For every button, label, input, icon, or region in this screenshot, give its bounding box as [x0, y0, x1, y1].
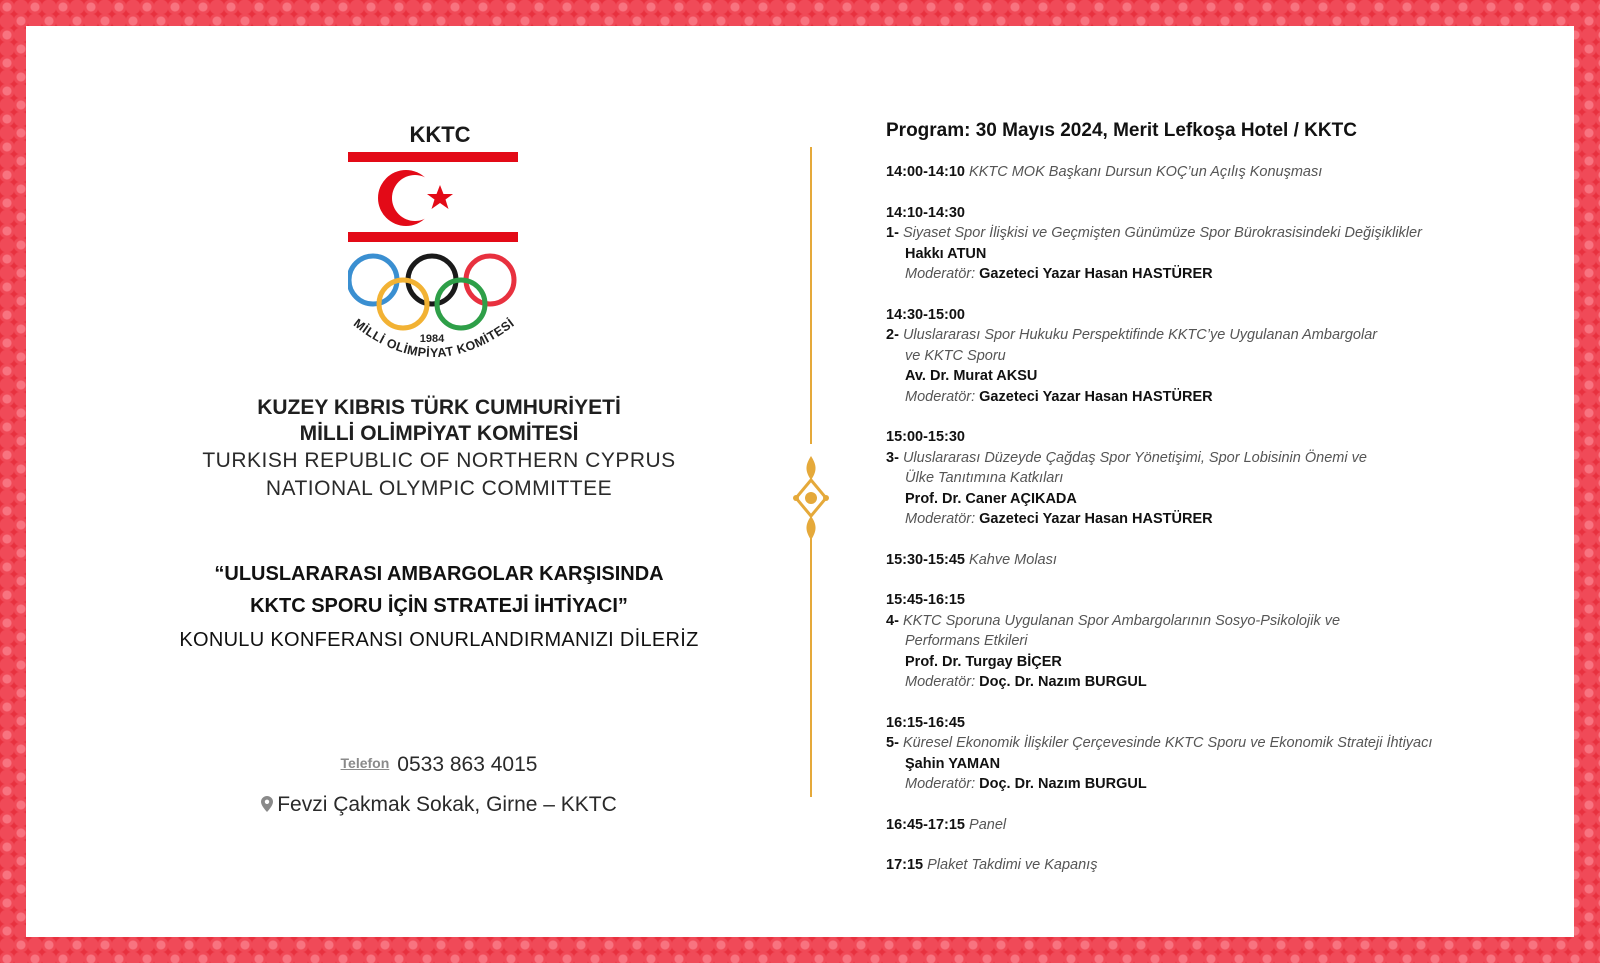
slot-title-cont: Performans Etkileri — [905, 633, 1028, 649]
slot-speaker: Prof. Dr. Caner AÇIKADA — [905, 490, 1077, 507]
slot-title: KKTC Sporuna Uygulanan Spor Ambargolarının Sosyo-Psikolojik ve — [902, 612, 1341, 629]
slot-time: 15:30-15:45 — [886, 551, 965, 568]
phone-label: Telefon — [340, 755, 390, 771]
program-slot — [886, 203, 1546, 285]
invitation-card — [26, 26, 1574, 937]
slot-title: Küresel Ekonomik İlişkiler Çerçevesinde KKTC Sporu ve Ekonomik Strateji İhtiyacı — [902, 735, 1433, 751]
slot-number: 4- — [886, 612, 899, 629]
logo-year: 1984 — [419, 333, 445, 345]
moderator-label: Moderatör: — [905, 674, 976, 690]
moderator-name: Doç. Dr. Nazım BURGUL — [979, 674, 1147, 690]
slot-number: 3- — [886, 449, 899, 466]
org-name-tr-line2: MİLLİ OLİMPİYAT KOMİTESİ — [299, 422, 579, 445]
program-slot — [886, 305, 1546, 408]
logo-emblem-icon — [348, 122, 532, 382]
slot-title: Siyaset Spor İlişkisi ve Geçmişten Günümüze Spor Bürokrasisindeki Değişiklikler — [902, 225, 1422, 241]
slot-number: 5- — [886, 735, 899, 751]
moderator-label: Moderatör: — [905, 388, 976, 405]
phone-number[interactable]: 0533 863 4015 — [397, 753, 538, 776]
slot-time: 15:45-16:15 — [886, 592, 965, 608]
slot-speaker: Şahin YAMAN — [905, 755, 1001, 772]
org-name-tr-line1: KUZEY KIBRIS TÜRK CUMHURİYETİ — [257, 396, 621, 419]
slot-time: 16:15-16:45 — [886, 714, 965, 731]
slot-time: 14:00-14:10 — [886, 164, 965, 180]
slot-title: Uluslararası Spor Hukuku Perspektifinde KKTC’ye Uygulanan Ambargolar — [902, 327, 1378, 343]
slot-number: 2- — [886, 327, 899, 343]
slot-title: Panel — [969, 816, 1007, 833]
slot-title-cont: ve KKTC Sporu — [905, 347, 1006, 364]
slot-time: 14:10-14:30 — [886, 204, 965, 221]
slot-time: 15:00-15:30 — [886, 429, 965, 445]
org-name-en-line1: TURKISH REPUBLIC OF NORTHERN CYPRUS — [202, 449, 676, 472]
moderator-label: Moderatör: — [905, 511, 976, 527]
slot-title: Uluslararası Düzeyde Çağdaş Spor Yönetişimi, Spor Lobisinin Önemi ve — [902, 449, 1367, 466]
program-slot — [886, 713, 1546, 795]
slot-title: Kahve Molası — [969, 551, 1057, 568]
divider-top-line — [810, 147, 812, 444]
moderator-name: Doç. Dr. Nazım BURGUL — [979, 776, 1147, 792]
slot-time: 16:45-17:15 — [886, 816, 965, 833]
slot-speaker: Hakkı ATUN — [905, 245, 987, 262]
address-row — [26, 793, 852, 817]
slot-title-cont: Ülke Tanıtımına Katkıları — [905, 470, 1064, 486]
logo-arc-text: MİLLİ OLİMPİYAT KOMİTESİ — [350, 315, 517, 361]
slot-speaker: Prof. Dr. Turgay BİÇER — [905, 653, 1062, 670]
phone-row — [26, 753, 852, 777]
logo-kktc-text: KKTC — [409, 122, 471, 147]
program-slot — [886, 815, 1546, 836]
slot-time: 14:30-15:00 — [886, 306, 965, 323]
moderator-label: Moderatör: — [905, 776, 976, 792]
conference-title-line2: KKTC SPORU İÇİN STRATEJİ İHTİYACI” — [250, 595, 628, 617]
address-text: Fevzi Çakmak Sokak, Girne – KKTC — [277, 793, 617, 816]
moderator-name: Gazeteci Yazar Hasan HASTÜRER — [979, 266, 1213, 282]
program-slot — [886, 427, 1546, 530]
slot-title: KKTC MOK Başkanı Dursun KOÇ’un Açılış Konuşması — [969, 164, 1323, 180]
moderator-label: Moderatör: — [905, 266, 976, 282]
divider-bottom-line — [810, 522, 812, 797]
moderator-name: Gazeteci Yazar Hasan HASTÜRER — [979, 388, 1213, 405]
slot-number: 1- — [886, 225, 899, 241]
program-section — [886, 120, 1546, 896]
org-name-en-line2: NATIONAL OLYMPIC COMMITTEE — [265, 477, 613, 500]
program-slot — [886, 162, 1546, 183]
program-slot — [886, 855, 1546, 876]
program-heading: Program: 30 Mayıs 2024, Merit Lefkoşa Hotel / KKTC — [886, 120, 1357, 141]
slot-time: 17:15 — [886, 857, 924, 873]
program-slot — [886, 590, 1546, 693]
program-slot — [886, 550, 1546, 571]
slot-title: Plaket Takdimi ve Kapanış — [927, 857, 1098, 873]
conference-invitation: KONULU KONFERANSI ONURLANDIRMANIZI DİLERİZ — [179, 629, 699, 651]
moderator-name: Gazeteci Yazar Hasan HASTÜRER — [979, 511, 1213, 527]
location-pin-icon — [261, 796, 273, 812]
slot-speaker: Av. Dr. Murat AKSU — [905, 368, 1038, 384]
conference-title-line1: “ULUSLARARASI AMBARGOLAR KARŞISINDA — [214, 563, 664, 585]
olympic-committee-logo — [348, 122, 532, 382]
